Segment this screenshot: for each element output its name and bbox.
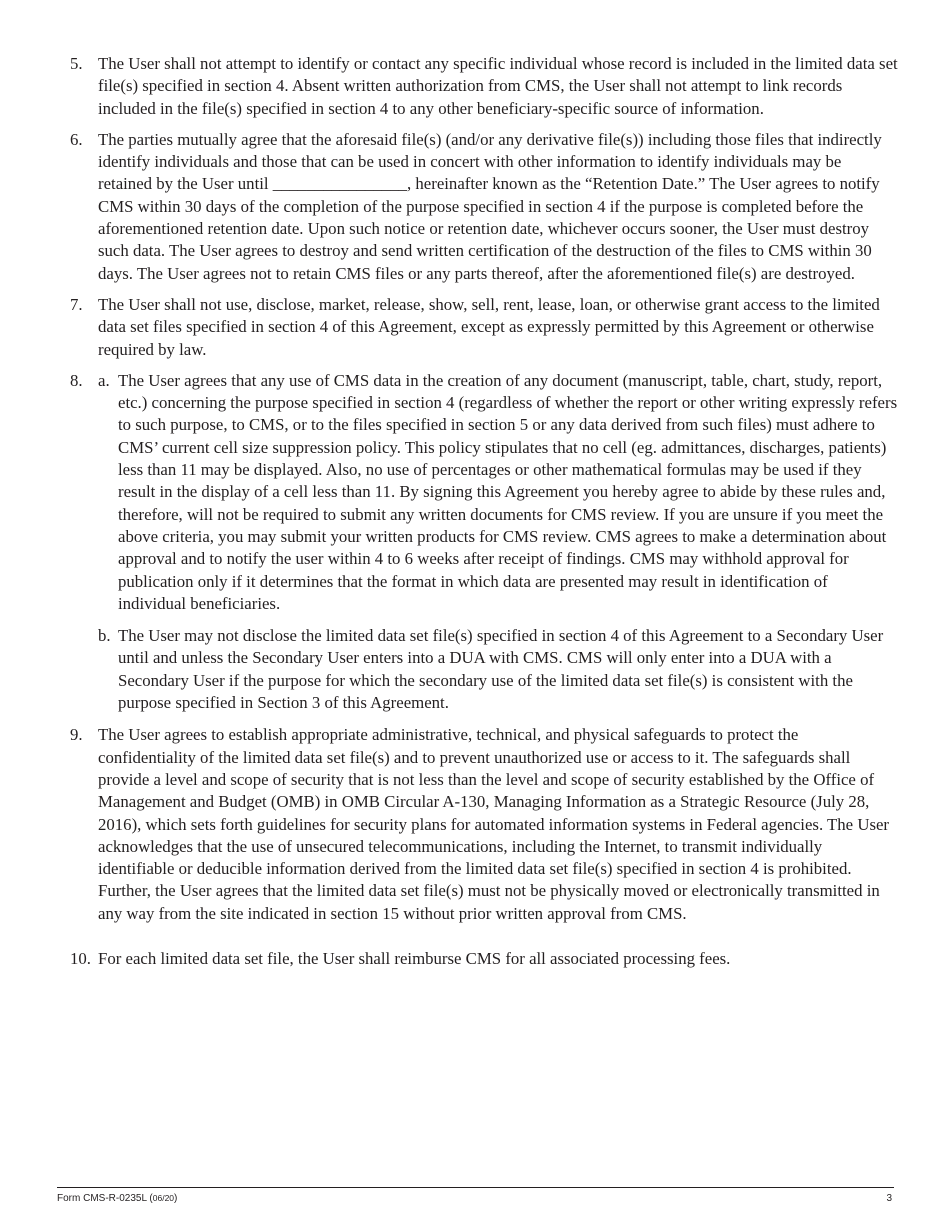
clause-5 <box>70 53 898 120</box>
clause-8b <box>98 625 898 714</box>
clause-text: The User agrees to establish appropriate administrative, technical, and physical safeguards to protect the confidentiality of the limited data set file(s) and to prevent unauthorized use or access to it. The safeguards shall provide a level and scope of security that is not less than the level and scope of security established by the Office of Management and Budget (OMB) in OMB Circular A-130, Managing Information as a Strategic Resource (July 28, 2016), which sets forth guidelines for security plans for automated information systems in Federal agencies. The User acknowledges that the use of unsecured telecommunications, including the Internet, to transmit individually identifiable or deducible information derived from the limited data set file(s) specified in section 4 is prohibited. Further, the User agrees that the limited data set file(s) must not be physically moved or electronically transmitted in any way from the site indicated in section 15 without prior written approval from CMS. <box>98 725 890 923</box>
form-identifier <box>57 1192 177 1205</box>
clause-number: 5. <box>70 54 83 73</box>
clause-9 <box>70 724 898 925</box>
footer-divider <box>57 1187 894 1188</box>
subclause-letter: b. <box>98 626 111 646</box>
clause-subitems <box>98 370 898 724</box>
clause-8 <box>70 370 898 724</box>
clause-6 <box>70 129 898 285</box>
page-number: 3 <box>886 1193 892 1204</box>
clause-number: 9. <box>70 725 83 745</box>
clause-number: 6. <box>70 129 83 149</box>
form-date: 06/20 <box>152 1193 175 1203</box>
agreement-clauses <box>70 53 898 979</box>
clause-text: The User shall not use, disclose, market, release, show, sell, rent, lease, loan, or otherwise grant access to the limited data set files specified in section 4 of this Agreement, except as expressly permitted by this Agreement or otherwise required by law. <box>98 294 880 359</box>
clause-text: The parties mutually agree that the aforesaid file(s) (and/or any derivative file(s)) including those files that indirectly identify individuals and those that can be used in concert with other information to identify individuals may be retained by the User until ________________, hereinafter known as the “Retention Date.” The User agrees to notify CMS within 30 days of the completion of the purpose specified in section 4 if the purpose is completed before the aforementioned retention date. Upon such notice or retention date, whichever occurs sooner, the User must destroy such data. The User agrees to destroy and send written certification of the destruction of the files to CMS within 30 days. The User agrees not to retain CMS files or any parts thereof, after the aforementioned file(s) are destroyed. <box>98 129 882 283</box>
subclause-text: The User agrees that any use of CMS data in the creation of any document (manuscript, table, chart, study, report, etc.) concerning the purpose specified in section 4 (regardless of whether the report or other writing expressly refers to such purpose, to CMS, or to the files specified in section 5 or any data derived from such files) must adhere to CMS’ current cell size suppression policy. This policy stipulates that no cell (eg. admittances, discharges, patients) less than 11 may be displayed. Also, no use of percentages or other mathematical formulas may be used if they result in the display of a cell less than 11. By signing this Agreement you hereby agree to abide by these rules and, therefore, will not be required to submit any written documents for CMS review. If you are unsure if you meet the above criteria, you may submit your written products for CMS review. CMS agrees to make a determination about approval and to notify the user within 4 to 6 weeks after receipt of findings. CMS may withhold approval for publication only if it determines that the format in which data are presented may result in identification of individual beneficiaries. <box>118 370 898 613</box>
subclause-text: The User may not disclose the limited data set file(s) specified in section 4 of this Agreement to a Secondary User until and unless the Secondary User enters into a DUA with CMS. CMS will only enter into a DUA with a Secondary User if the purpose for which the secondary use of the limited data set file(s) is consistent with the purpose specified in Section 3 of this Agreement. <box>118 626 884 713</box>
clause-number: 10. <box>70 948 91 968</box>
clause-text: For each limited data set file, the User shall reimburse CMS for all associated processing fees. <box>98 948 731 968</box>
clause-number: 7. <box>70 294 83 314</box>
clause-8a <box>98 370 898 615</box>
clause-7 <box>70 294 898 361</box>
form-close: ) <box>174 1193 178 1204</box>
subclause-letter: a. <box>98 370 110 390</box>
clause-10 <box>70 948 898 970</box>
clause-text: The User shall not attempt to identify or contact any specific individual whose record is included in the limited data set file(s) specified in section 4. Absent written authorization from CMS, the User shall not attempt to link records included in the file(s) specified in section 4 to any other beneficiary-specific source of information. <box>98 54 898 118</box>
clause-number: 8. <box>70 370 83 390</box>
form-label: Form CMS-R-0235L ( <box>57 1193 153 1204</box>
